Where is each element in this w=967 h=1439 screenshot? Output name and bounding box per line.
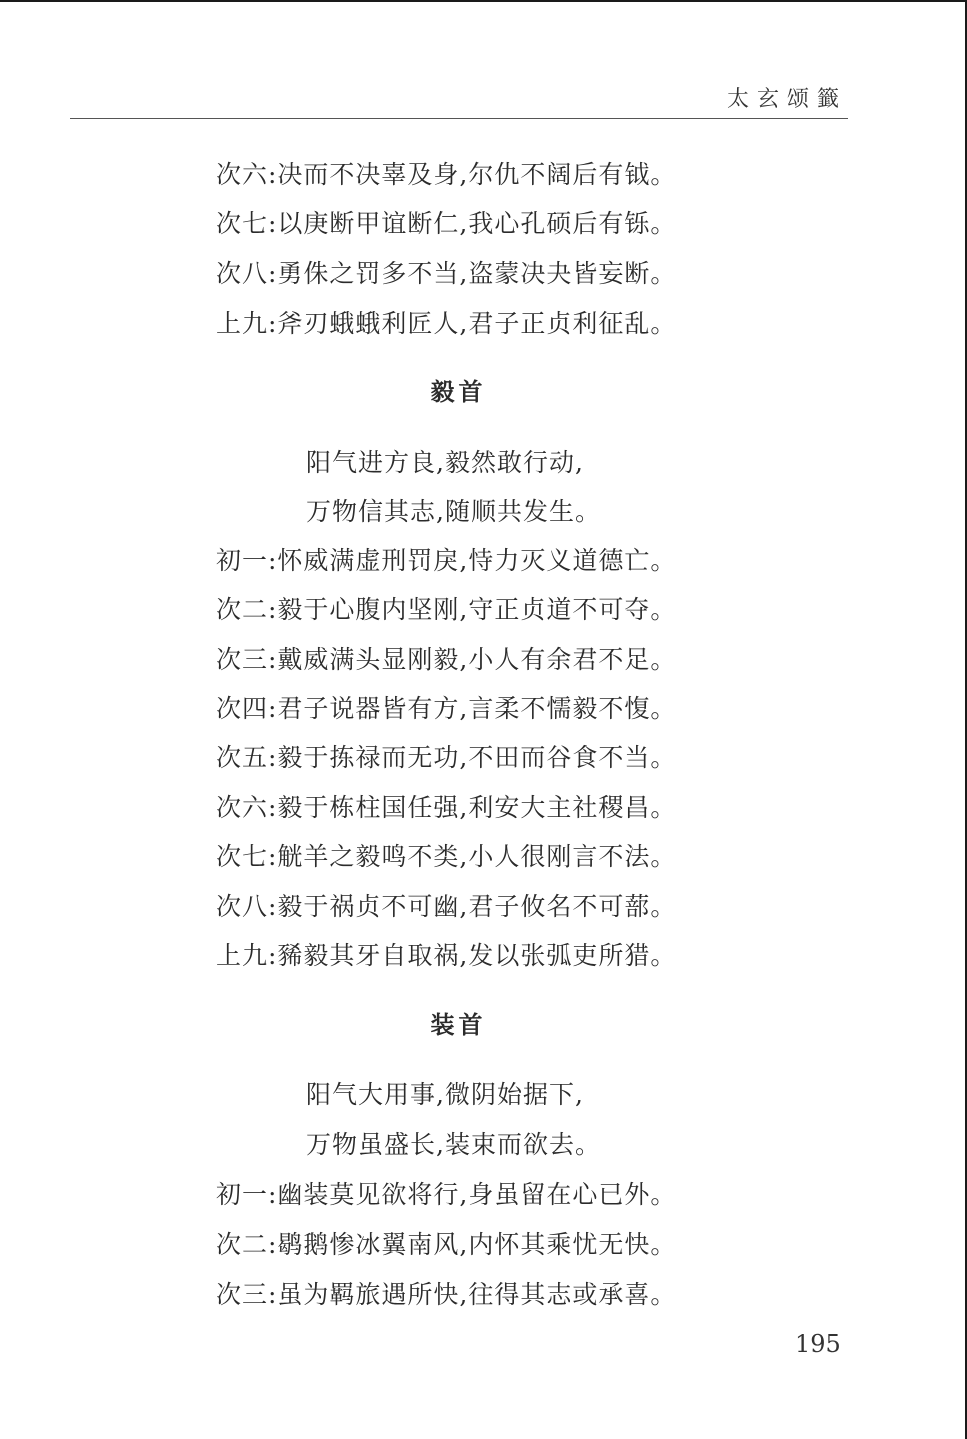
text-line: 次三:虽为羁旅遇所快,往得其志或承喜。: [216, 1280, 677, 1309]
running-head: 太玄颂籤: [726, 87, 847, 112]
verse-line: 阳气大用事,微阴始据下,: [306, 1080, 584, 1109]
text-line: 次七:以庚断甲谊断仁,我心孔硕后有铄。: [216, 209, 677, 238]
text-line: 次六:毅于栋柱国任强,利安大主社稷昌。: [216, 793, 677, 822]
verse-line: 万物虽盛长,装束而欲去。: [306, 1130, 601, 1159]
text-line: 次七:觥羊之毅鸣不类,小人很刚言不法。: [216, 842, 677, 871]
verse-line: 阳气进方良,毅然敢行动,: [306, 448, 584, 477]
text-line: 次六:决而不决辜及身,尔仇不阔后有钺。: [216, 160, 677, 189]
text-line: 次三:戴威满头显刚毅,小人有余君不足。: [216, 645, 677, 674]
text-line: 上九:斧刃蛾蛾利匠人,君子正贞利征乱。: [216, 309, 677, 338]
text-line: 次四:君子说器皆有方,言柔不懦毅不愎。: [216, 694, 677, 723]
section-title: 毅首: [430, 378, 487, 406]
text-line: 上九:豨毅其牙自取祸,发以张弧吏所猎。: [216, 941, 677, 970]
text-line: 初一:怀威满虚刑罚戾,恃力灭义道德亡。: [216, 546, 677, 575]
page-number: 195: [795, 1330, 841, 1358]
verse-line: 万物信其志,随顺共发生。: [306, 497, 601, 526]
text-line: 次二:毅于心腹内坚刚,守正贞道不可夺。: [216, 595, 677, 624]
section-title: 装首: [430, 1011, 487, 1039]
text-line: 次八:毅于祸贞不可幽,君子攸名不可蔀。: [216, 892, 677, 921]
text-line: 次八:勇侏之罚多不当,盗蒙决夬皆妄断。: [216, 259, 677, 288]
text-line: 次五:毅于拣禄而无功,不田而谷食不当。: [216, 743, 677, 772]
text-line: 次二:鹖鹅惨冰翼南风,内怀其乘忧无快。: [216, 1230, 677, 1259]
text-line: 初一:幽装莫见欲将行,身虽留在心已外。: [216, 1180, 677, 1209]
header-rule: [70, 118, 848, 119]
